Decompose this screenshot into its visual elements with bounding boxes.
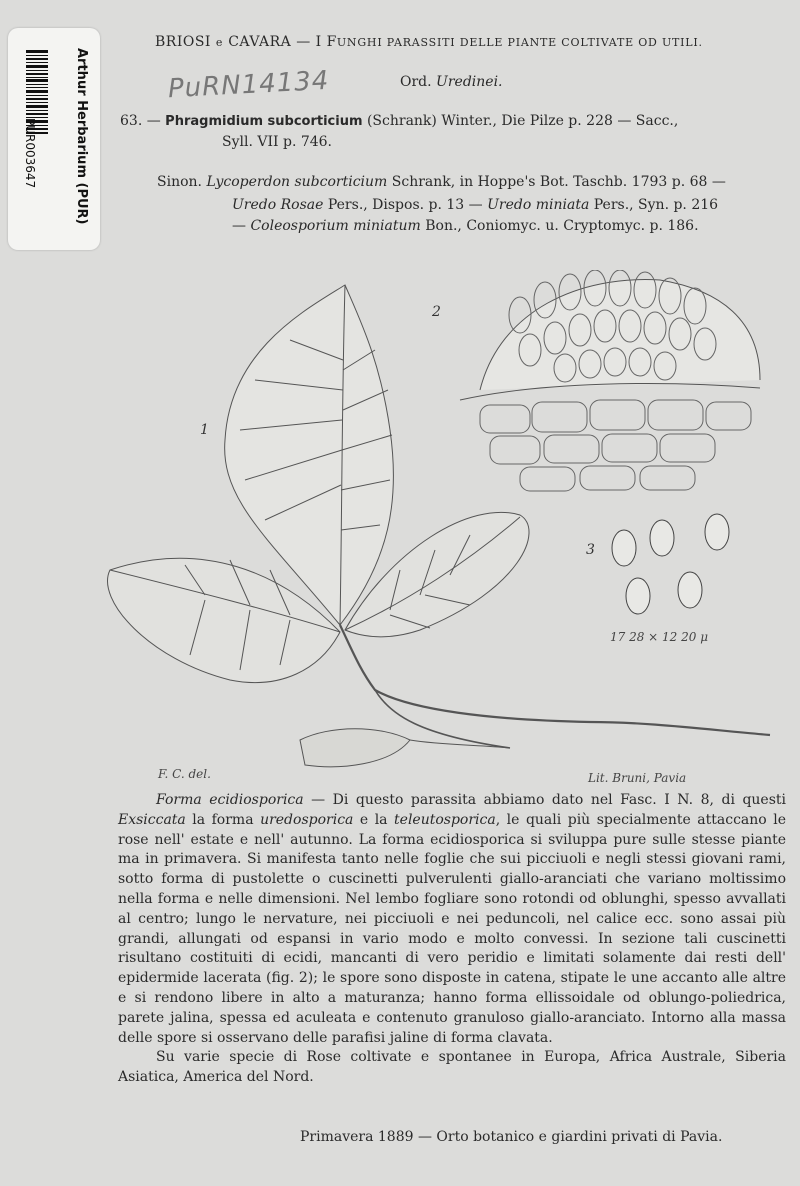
description-paragraph-1	[118, 791, 786, 1048]
synonym-prefix: Sinon.	[157, 174, 202, 190]
species-authority: (Schrank) Winter., Die Pilze p. 228 — Sacc.,	[366, 113, 679, 129]
synonym-dash: —	[232, 218, 246, 234]
species-line	[120, 113, 678, 129]
synonym-name: Coleosporium miniatum	[250, 218, 421, 234]
printer-credit: Lit. Bruni, Pavia	[588, 771, 687, 785]
figure-label-3: 3	[586, 542, 595, 558]
author-2: CAVARA	[228, 34, 292, 50]
author-1: BRIOSI	[155, 34, 211, 50]
text-run: uredosporica	[260, 811, 354, 828]
species-reference: Syll. VII p. 746.	[222, 134, 333, 150]
species-name: Phragmidium subcorticium	[165, 114, 363, 129]
species-number: 63. —	[120, 113, 161, 129]
description-text	[118, 791, 786, 1088]
spore-size-label: 17 28 × 12 20 μ	[610, 630, 709, 644]
header-dash: —	[296, 34, 311, 50]
botanical-illustration	[90, 270, 780, 790]
text-run: la forma	[185, 811, 261, 828]
herbarium-name: Arthur Herbarium (PUR)	[74, 48, 89, 225]
synonym-name: Uredo Rosae	[232, 197, 324, 213]
synonym-reference: Pers., Syn. p. 216	[593, 197, 719, 213]
figure-label-1: 1	[200, 422, 209, 438]
order-name: Uredinei.	[436, 74, 503, 90]
synonym-name: Lycoperdon subcorticium	[206, 174, 388, 190]
order-line	[400, 74, 503, 90]
figure-label-2: 2	[432, 304, 441, 320]
series-number: I	[315, 34, 322, 50]
text-run: e la	[353, 811, 395, 828]
form-name: Forma ecidiosporica	[156, 792, 304, 808]
text-run: — Di questo parassita abbiamo dato nel Fasc. I N. 8, di questi	[303, 792, 787, 808]
synonym-line-1	[157, 174, 726, 190]
handwritten-number: PuRN14134	[167, 65, 331, 105]
series-title: UNGHI PARASSITI DELLE PIANTE COLTIVATE OD UTILI.	[336, 36, 703, 49]
text-run: Exsiccata	[118, 811, 186, 828]
synonym-line-3	[232, 218, 699, 234]
rose-leaf-drawing	[90, 270, 780, 790]
synonym-reference: Pers., Dispos. p. 13 —	[327, 197, 483, 213]
order-prefix: Ord.	[400, 74, 432, 90]
synonym-line-2	[232, 197, 718, 213]
specimen-label	[8, 28, 100, 250]
synonym-reference: Bon., Coniomyc. u. Cryptomyc. p. 186.	[425, 218, 699, 234]
series-initial: F	[326, 34, 337, 50]
text-run: teleutosporica	[394, 811, 496, 828]
collection-footer: Primavera 1889 — Orto botanico e giardini privati di Pavia.	[300, 1129, 723, 1145]
description-paragraph-2: Su varie specie di Rose coltivate e spontanee in Europa, Africa Australe, Siberia Asiatica, America del Nord.	[118, 1049, 786, 1086]
synonym-name: Uredo miniata	[487, 197, 590, 213]
series-header	[155, 34, 703, 50]
accession-number: PUR003647	[23, 118, 37, 189]
author-conjunction: e	[215, 36, 224, 49]
artist-credit: F. C. del.	[158, 767, 211, 781]
text-run: , le quali più specialmente attaccano le rose nell' estate e nell' autunno. La forma ecidiosporica si sviluppa pure sulle stesse piante ma in primavera. Si manifesta tanto nelle foglie che sui picciuoli e negli stessi giovani rami, sotto forma di pustolette o cuscinetti pulverulenti giallo-aranciati che variano moltissimo nella forma e nelle dimensioni. Nel lembo fogliare sono rotondi od oblunghi, spesso avvallati al centro; lungo le nervature, nei picciuoli e nei peduncoli, nel calice ecc. sono assai più grandi, allungati od espansi in vario modo e molto convessi. In sezione tali cuscinetti risultano costituiti di ecidi, mancanti di vero peridio e limitati solamente dai resti dell' epidermide lacerata (fig. 2); le spore sono disposte in catena, stipate le une accanto alle altre e si rendono libere in alto a maturanza; hanno forma ellissoidale od oblungo-poliedrica, parete jalina, spessa ed aculeata e contenuto granuloso giallo-aranciato. Intorno alla massa delle spore si osservano delle parafisi jaline di forma clavata.	[118, 811, 786, 1046]
synonym-reference: Schrank, in Hoppe's Bot. Taschb. 1793 p. 68 —	[391, 174, 726, 190]
